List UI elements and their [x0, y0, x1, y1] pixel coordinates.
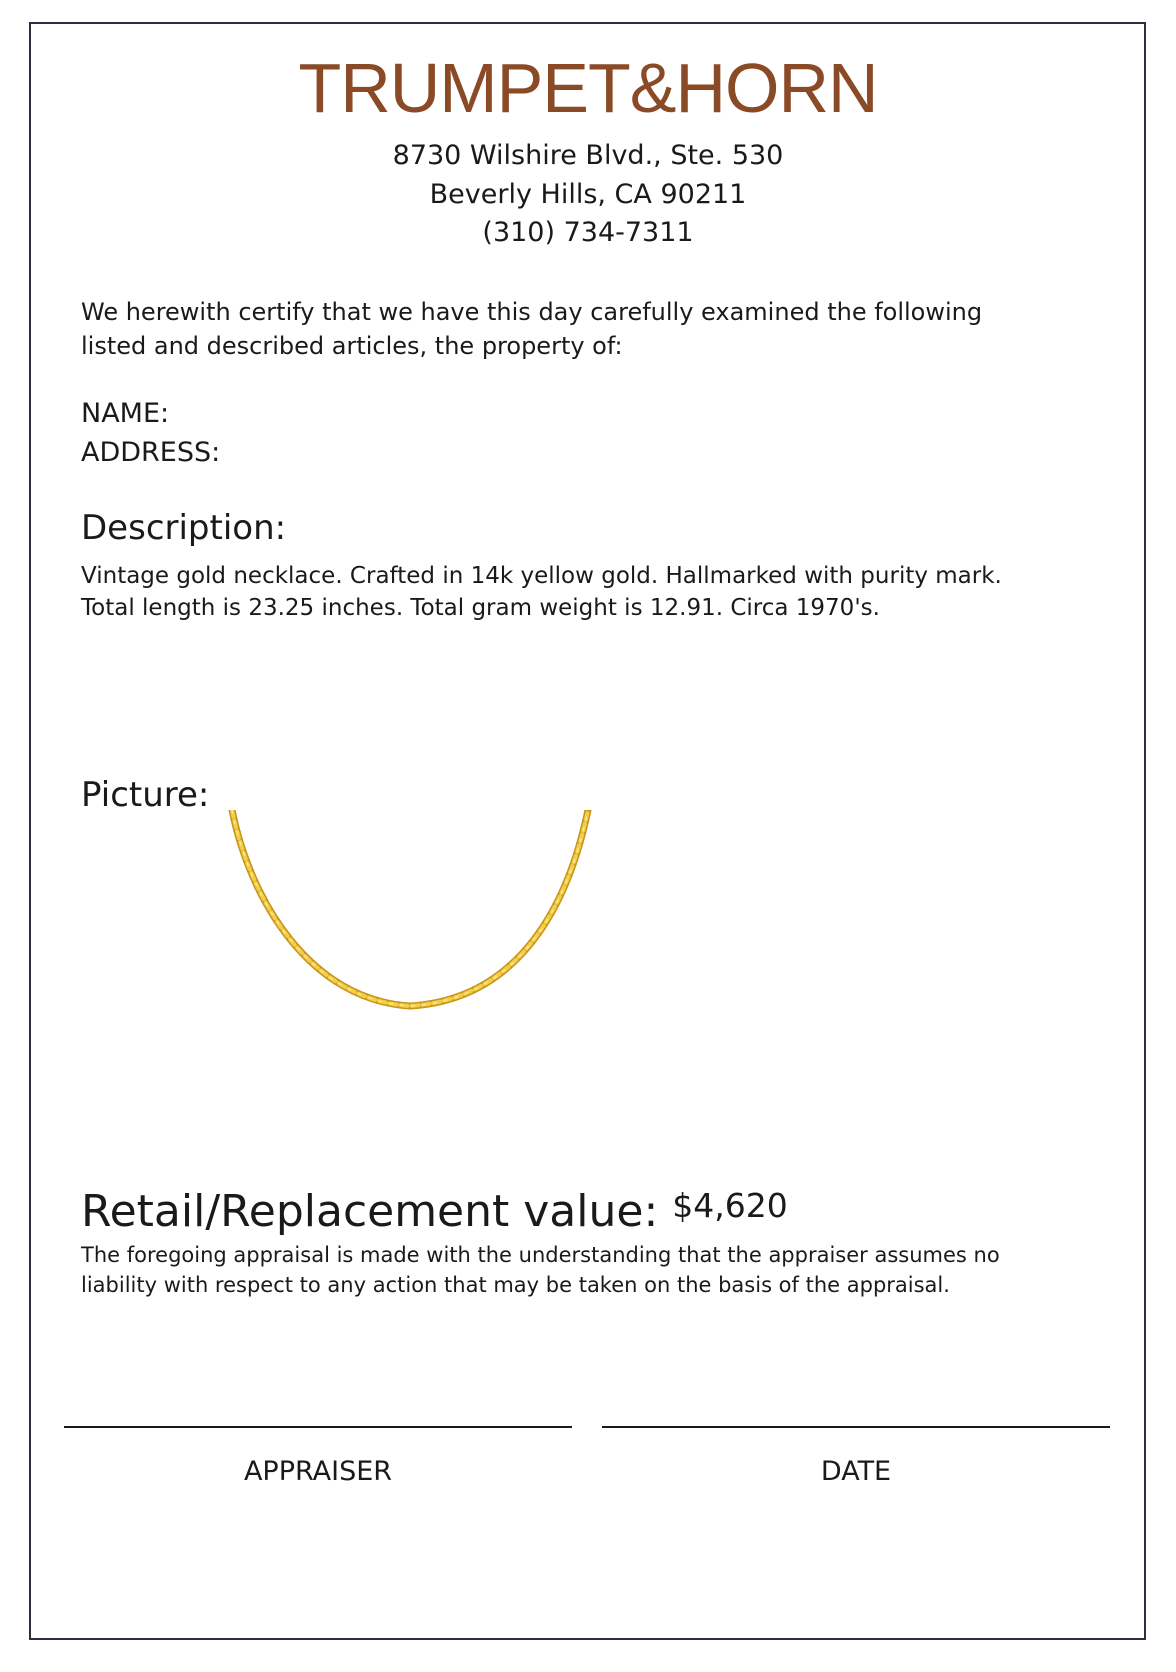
brand-logo: TRUMPET&HORN: [298, 49, 878, 127]
valuation-amount: $4,620: [672, 1186, 788, 1225]
description-text: [81, 560, 1121, 624]
address-label: ADDRESS:: [81, 437, 221, 468]
description-heading: Description:: [81, 508, 287, 548]
disclaimer-text: [81, 1240, 1121, 1300]
phone-number: (310) 734-7311: [482, 217, 694, 248]
certification-line: listed and described articles, the property of:: [81, 332, 623, 360]
description-line: Total length is 23.25 inches. Total gram weight is 12.91. Circa 1970's.: [81, 595, 880, 621]
name-label: NAME:: [81, 398, 170, 429]
picture-heading: Picture:: [81, 775, 210, 815]
appraiser-signature-line: [64, 1426, 572, 1428]
city-address: Beverly Hills, CA 90211: [429, 179, 747, 210]
gold-chain-necklace-icon: [220, 810, 600, 1040]
disclaimer-line: liability with respect to any action that may be taken on the basis of the appraisal.: [81, 1273, 950, 1297]
valuation-label: Retail/Replacement value:: [81, 1186, 659, 1237]
certification-statement: [81, 295, 1121, 363]
street-address: 8730 Wilshire Blvd., Ste. 530: [392, 140, 784, 171]
date-label: DATE: [820, 1456, 892, 1487]
disclaimer-line: The foregoing appraisal is made with the understanding that the appraiser assumes no: [81, 1243, 1000, 1267]
description-line: Vintage gold necklace. Crafted in 14k yellow gold. Hallmarked with purity mark.: [81, 563, 1002, 589]
appraiser-label: APPRAISER: [243, 1456, 393, 1487]
certification-line: We herewith certify that we have this day carefully examined the following: [81, 298, 983, 326]
date-signature-line: [602, 1426, 1110, 1428]
valuation-row: [81, 1184, 788, 1240]
